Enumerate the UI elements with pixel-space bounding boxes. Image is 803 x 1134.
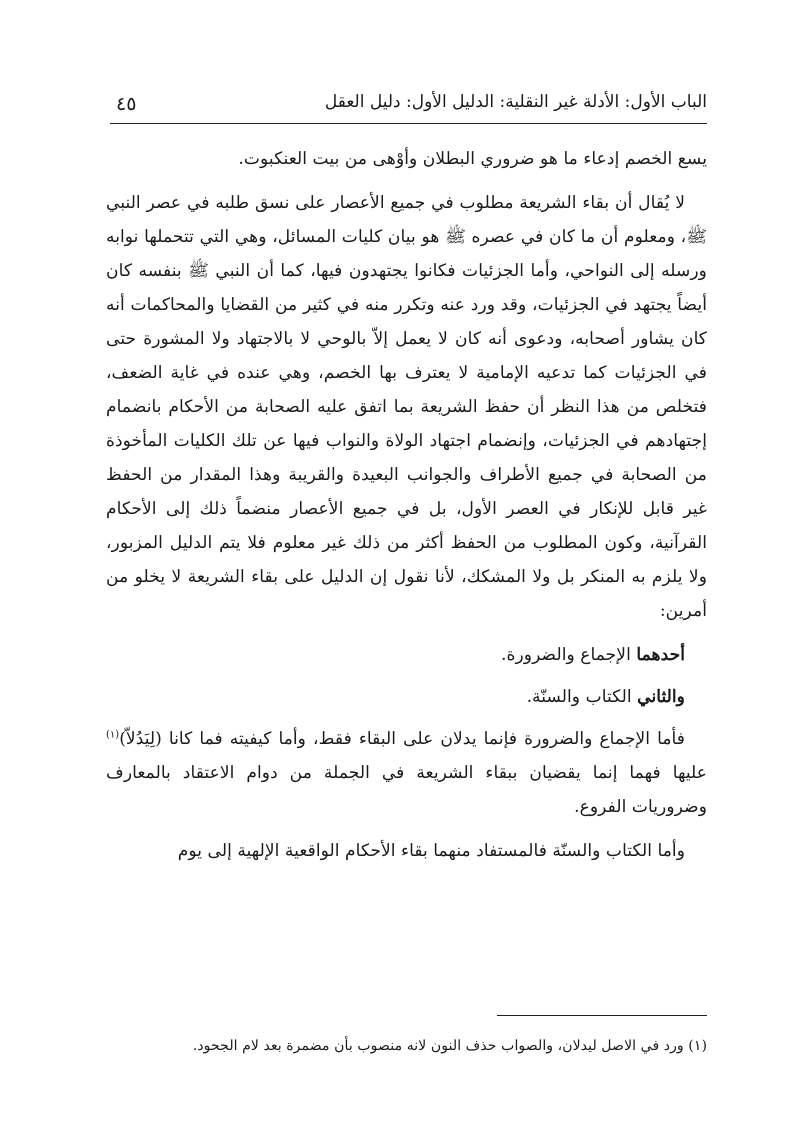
- body-text: [106, 142, 707, 878]
- running-title: الباب الأول: الأدلة غير النقلية: الدليل الأول: دليل العقل: [324, 92, 707, 112]
- list-item-1-term: أحدهما: [636, 645, 685, 665]
- paragraph-1: يسع الخصم إدعاء ما هو ضروري البطلان وأوْهى من بيت العنكبوت.: [238, 149, 707, 169]
- list-item-1-text: الإجماع والضرورة.: [501, 645, 637, 665]
- list-item-2-text: الكتاب والسنّة.: [526, 687, 638, 707]
- list-item-1: [106, 638, 707, 672]
- paragraph-2: لا يُقال أن بقاء الشريعة مطلوب في جميع الأعصار على نسق طلبه في عصر النبي ﷺ، ومعلوم أن ما كان في عصره ﷺ هو بيان كليات المسائل، وهي التي تتحملها نوابه ورسله إلى النواحي، وأما الجزئيات فكانوا يجتهدون فيها، كما أن النبي ﷺ بنفسه كان أيضاً يجتهد في الجزئيات، وقد ورد عنه وتكرر منه في كثير من القضايا والمحاكمات أنه كان يشاور أصحابه، ودعوى أنه كان لا يعمل إلاّ بالوحي لا بالاجتهاد ولا المشورة حتى في الجزئيات كما تدعيه الإمامية لا يعترف بها الخصم، وهي عنده في غاية الضعف، فتخلص من هذا النظر أن حفظ الشريعة بما اتفق عليه الصحابة من الأحكام بانضمام إجتهادهم في الجزئيات، وإنضمام اجتهاد الولاة والنواب فيها عن تلك الكليات المأخوذة من الصحابة في جميع الأطراف والجوانب البعيدة والقريبة وهذا المقدار من الحفظ غير قابل للإنكار في العصر الأول، بل في جميع الأعصار منضماً ذلك إلى الأحكام القرآنية، وكون المطلوب من الحفظ أكثر من ذلك غير معلوم فلا يتم الدليل المزبور، ولا يلزم به المنكر بل ولا المشكك، لأنا نقول إن الدليل على بقاء الشريعة لا يخلو من أمرين:: [106, 193, 707, 621]
- list-item-2: [106, 680, 707, 714]
- page-header: [110, 84, 707, 124]
- paragraph-4: وأما الكتاب والسنّة فالمستفاد منهما بقاء الأحكام الواقعية الإلهية إلى يوم: [177, 841, 685, 861]
- paragraph-3: [106, 722, 707, 824]
- footnote-divider: [497, 1015, 707, 1016]
- page-number: ٤٥: [116, 93, 137, 115]
- footnote: (١) ورد في الاصل ليدلان، والصواب حذف النون لانه منصوب بأن مضمرة بعد لام الجحود.: [192, 1038, 707, 1054]
- list-item-2-term: والثاني: [637, 687, 685, 707]
- paragraph-3-end: عليها فهما إنما يقضيان ببقاء الشريعة في الجملة من دوام الاعتقاد بالمعارف وضروريات الفروع.: [106, 763, 707, 817]
- footnote-reference[interactable]: (١): [106, 729, 120, 741]
- paragraph-3-start: فأما الإجماع والضرورة فإنما يدلان على البقاء فقط، وأما كيفيته فما كانا (لِيَدُلاّ): [119, 729, 685, 749]
